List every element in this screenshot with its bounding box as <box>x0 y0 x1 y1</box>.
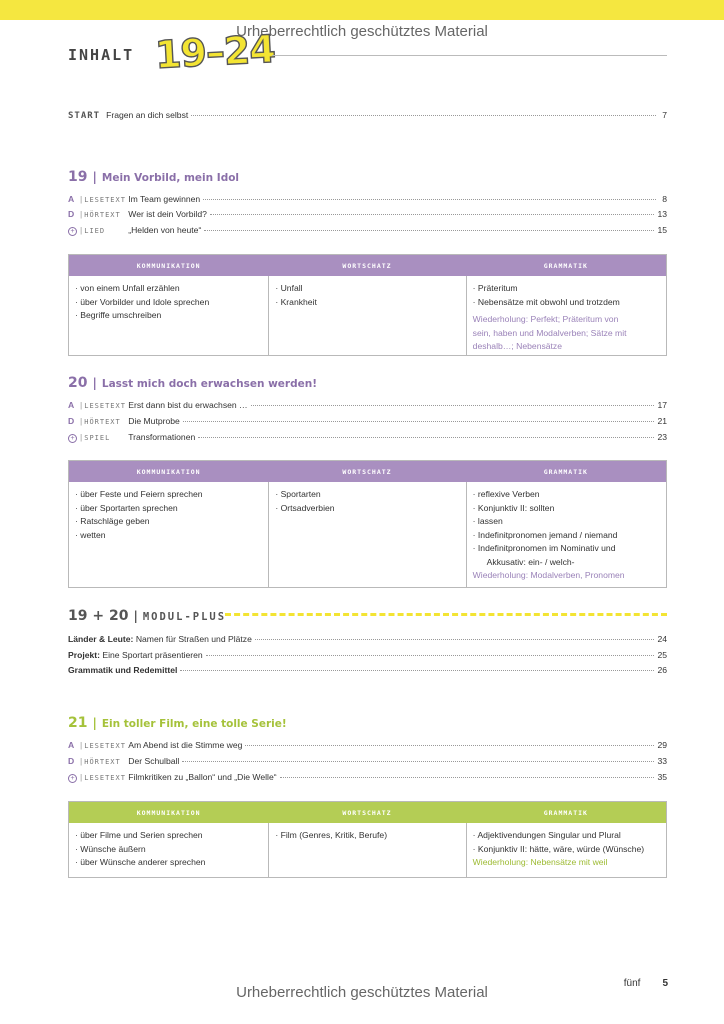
chapter-title: Lasst mich doch erwachsen werden! <box>101 378 317 390</box>
list-item: · reflexive Verben <box>472 489 540 499</box>
unit-range: 19–24 <box>153 26 276 78</box>
entry-type: LIED <box>84 227 106 235</box>
header-grammatik: GRAMMATIK <box>543 467 588 476</box>
header-wortschatz: WORTSCHATZ <box>342 261 392 270</box>
chapter-number: 19 <box>68 169 88 185</box>
entry-title: Transformationen <box>128 432 196 442</box>
entry-title: Erst dann bist du erwachsen … <box>128 400 248 410</box>
entry-type: LESETEXT <box>84 742 126 750</box>
toc-entry[interactable]: A | LESETEXT Im Team gewinnen 8 <box>68 194 667 204</box>
header-grammatik: GRAMMATIK <box>543 261 588 270</box>
entry-title: „Helden von heute“ <box>128 225 202 235</box>
list-item: · Indefinitpronomen im Nominativ und <box>472 543 616 553</box>
contents-heading: INHALT <box>68 46 135 64</box>
list-item: · Indefinitpronomen jemand / niemand <box>472 529 618 540</box>
toc-entry[interactable] <box>68 665 667 675</box>
toc-entry[interactable] <box>68 634 667 644</box>
entry-type: LESETEXT <box>84 196 126 204</box>
dot-leader <box>204 230 654 231</box>
entry-label: Länder & Leute: <box>68 634 134 644</box>
entry-type: HÖRTEXT <box>84 758 121 766</box>
list-item: · über Sportarten sprechen <box>75 502 178 513</box>
chapter-number: 21 <box>68 715 88 731</box>
entry-title: Die Mutprobe <box>128 416 180 426</box>
page-number: 24 <box>657 634 667 644</box>
review-note: Wiederholung: Perfekt; Präteritum von <box>472 314 619 324</box>
page-word: fünf <box>623 978 641 989</box>
entry-type: SPIEL <box>84 434 111 442</box>
list-item: · über Vorbilder und Idole sprechen <box>75 296 210 307</box>
wortschatz-column <box>268 482 465 587</box>
dot-leader <box>180 670 654 671</box>
entry-letter: D <box>68 209 75 219</box>
modul-number: 19 + 20 <box>68 608 129 624</box>
dot-leader <box>255 639 655 640</box>
dot-leader <box>182 761 654 762</box>
dot-leader <box>203 199 656 200</box>
review-note: sein, haben und Modalverben; Sätze mit <box>472 327 627 338</box>
dot-leader <box>206 655 655 656</box>
chapter-21-overview-box <box>68 801 667 878</box>
watermark-bottom: Urheberrechtlich geschütztes Material <box>236 984 488 1001</box>
list-item: Akkusativ: ein- / welch- <box>486 556 575 567</box>
review-note: deshalb…; Nebensätze <box>472 341 563 351</box>
chapter-19-heading: 19 | Mein Vorbild, mein Idol <box>68 169 240 185</box>
wortschatz-column <box>268 823 465 877</box>
chapter-20-overview-box <box>68 460 667 588</box>
kommunikation-column <box>69 482 268 587</box>
box-header <box>69 255 666 276</box>
dot-leader <box>245 745 654 746</box>
toc-entry[interactable]: D | HÖRTEXT Der Schulball 33 <box>68 756 667 766</box>
entry-title: Der Schulball <box>128 756 180 766</box>
entry-label: Grammatik und Redemittel <box>68 665 178 675</box>
entry-type: LESETEXT <box>84 402 126 410</box>
list-item: · Konjunktiv II: sollten <box>472 502 555 513</box>
entry-title: Eine Sportart präsentieren <box>102 650 203 660</box>
header-kommunikation: KOMMUNIKATION <box>136 467 201 476</box>
review-note: Wiederholung: Modalverben, Pronomen <box>472 570 625 580</box>
list-item: · Film (Genres, Kritik, Berufe) <box>275 830 388 840</box>
list-item: · über Feste und Feiern sprechen <box>75 489 203 499</box>
page-number: 23 <box>657 432 667 442</box>
page-number-footer: 5 <box>662 978 668 989</box>
dot-leader <box>183 421 655 422</box>
dot-leader <box>251 405 655 406</box>
box-header <box>69 802 666 823</box>
list-item: · lassen <box>472 516 503 526</box>
entry-letter: A <box>68 740 75 750</box>
list-item: · über Wünsche anderer sprechen <box>75 857 206 867</box>
page-number: 33 <box>657 756 667 766</box>
list-item: · Ratschläge geben <box>75 516 150 526</box>
entry-letter: D <box>68 756 75 766</box>
grammatik-column <box>466 823 666 877</box>
list-item: · Präteritum <box>472 283 518 293</box>
chapter-title: Mein Vorbild, mein Idol <box>101 172 240 184</box>
entry-title: Filmkritiken zu „Ballon“ und „Die Welle“ <box>128 772 277 782</box>
header-wortschatz: WORTSCHATZ <box>342 467 392 476</box>
page-number: 8 <box>662 194 667 204</box>
chapter-20-heading: 20 | Lasst mich doch erwachsen werden! <box>68 375 317 391</box>
list-item: · von einem Unfall erzählen <box>75 283 180 293</box>
entry-title: Im Team gewinnen <box>128 194 201 204</box>
dot-leader <box>198 437 654 438</box>
chapter-21-heading: 21 | Ein toller Film, eine tolle Serie! <box>68 715 287 731</box>
page-number: 26 <box>657 665 667 675</box>
page-number: 17 <box>657 400 667 410</box>
kommunikation-column <box>69 276 268 355</box>
dot-leader <box>280 777 655 778</box>
page-number: 25 <box>657 650 667 660</box>
header-kommunikation: KOMMUNIKATION <box>136 261 201 270</box>
entry-type: HÖRTEXT <box>84 418 121 426</box>
entry-label: Projekt: <box>68 650 100 660</box>
toc-entry[interactable]: A | LESETEXT Am Abend ist die Stimme weg 29 <box>68 740 667 750</box>
entry-letter: D <box>68 416 75 426</box>
toc-entry[interactable]: + | LESETEXT Filmkritiken zu „Ballon“ und „Die Welle“ 35 <box>68 772 667 783</box>
chapter-19-overview-box <box>68 254 667 356</box>
toc-entry[interactable]: D | HÖRTEXT Wer ist dein Vorbild? 13 <box>68 209 667 219</box>
entry-title: Am Abend ist die Stimme weg <box>128 740 243 750</box>
entry-letter: A <box>68 400 75 410</box>
chapter-number: 20 <box>68 375 88 391</box>
list-item: · Adjektivendungen Singular und Plural <box>472 830 621 840</box>
top-color-bar <box>0 0 724 20</box>
entry-type: HÖRTEXT <box>84 211 121 219</box>
dot-leader <box>210 214 655 215</box>
toc-entry[interactable] <box>68 650 667 660</box>
start-text: Fragen an dich selbst <box>106 110 189 120</box>
modul-plus-heading: 19 + 20 | MODUL-PLUS <box>68 608 227 624</box>
list-item: · Nebensätze mit obwohl und trotzdem <box>472 296 620 307</box>
toc-entry[interactable]: D | HÖRTEXT Die Mutprobe 21 <box>68 416 667 426</box>
chapter-title: Ein toller Film, eine tolle Serie! <box>101 718 287 730</box>
modul-dashed-line <box>225 613 667 616</box>
header-grammatik: GRAMMATIK <box>543 808 588 817</box>
header-rule <box>272 55 667 56</box>
list-item: · über Filme und Serien sprechen <box>75 830 203 840</box>
entry-title: Wer ist dein Vorbild? <box>128 209 207 219</box>
grammatik-column <box>466 276 666 355</box>
dot-leader <box>191 115 656 116</box>
start-label: START <box>68 111 101 121</box>
modul-title: MODUL-PLUS <box>142 611 227 623</box>
page-number: 21 <box>657 416 667 426</box>
page-number: 7 <box>662 110 667 120</box>
entry-type: LESETEXT <box>84 774 126 782</box>
page-number: 15 <box>657 225 667 235</box>
list-item: · Krankheit <box>275 296 317 307</box>
start-entry[interactable] <box>68 110 667 121</box>
list-item: · Begriffe umschreiben <box>75 310 162 320</box>
list-item: · Sportarten <box>275 489 321 499</box>
header-wortschatz: WORTSCHATZ <box>342 808 392 817</box>
list-item: · Ortsadverbien <box>275 502 335 513</box>
plus-circle-icon: + <box>68 434 77 443</box>
list-item: · Konjunktiv II: hätte, wäre, würde (Wünsche) <box>472 843 645 854</box>
toc-entry[interactable]: A | LESETEXT Erst dann bist du erwachsen … 17 <box>68 400 667 410</box>
header-kommunikation: KOMMUNIKATION <box>136 808 201 817</box>
plus-circle-icon: + <box>68 774 77 783</box>
list-item: · Wünsche äußern <box>75 843 146 854</box>
toc-entry[interactable]: + | LIED „Helden von heute“ 15 <box>68 225 667 236</box>
list-item: · wetten <box>75 529 106 540</box>
watermark-top: Urheberrechtlich geschütztes Material <box>236 23 488 40</box>
grammatik-column <box>466 482 666 587</box>
toc-entry[interactable]: + | SPIEL Transformationen 23 <box>68 432 667 443</box>
box-header <box>69 461 666 482</box>
page-number: 13 <box>657 209 667 219</box>
list-item: · Unfall <box>275 283 303 293</box>
entry-letter: A <box>68 194 75 204</box>
wortschatz-column <box>268 276 465 355</box>
plus-circle-icon: + <box>68 227 77 236</box>
page-number: 29 <box>657 740 667 750</box>
kommunikation-column <box>69 823 268 877</box>
page-number: 35 <box>657 772 667 782</box>
entry-title: Namen für Straßen und Plätze <box>135 634 252 644</box>
review-note: Wiederholung: Nebensätze mit weil <box>472 857 608 867</box>
